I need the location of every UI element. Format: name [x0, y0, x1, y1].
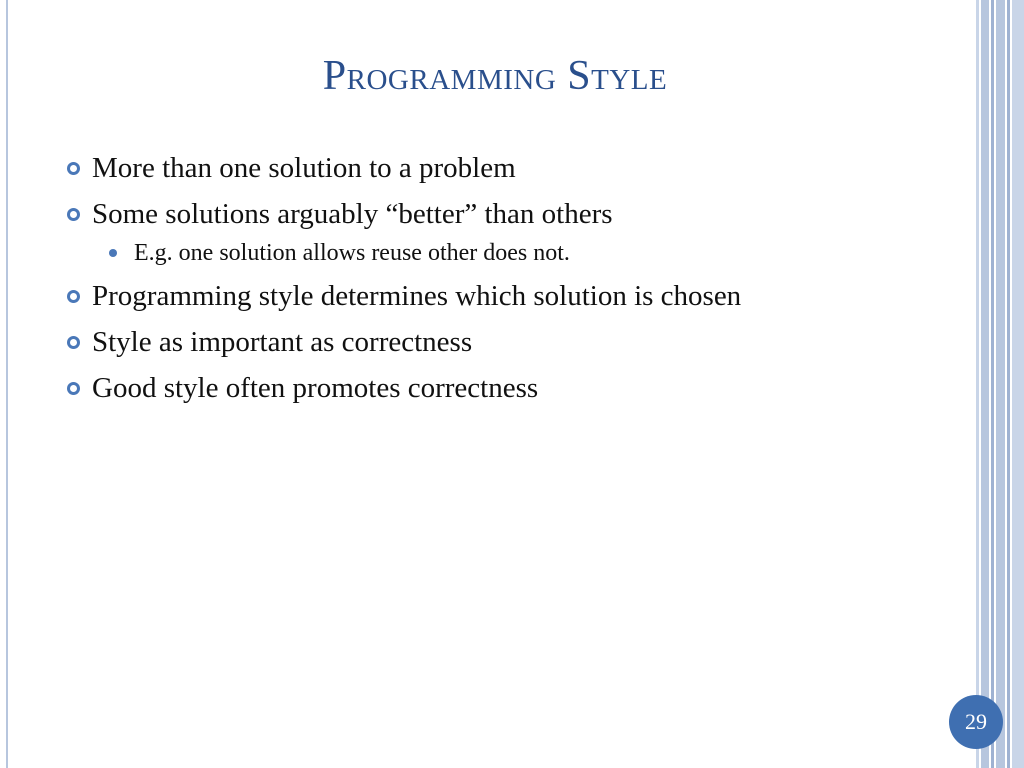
bullet-text: Some solutions arguably “better” than others [92, 198, 613, 230]
bullet-item [64, 324, 944, 360]
sub-bullet-item [64, 238, 944, 268]
bullet-list [64, 150, 944, 416]
right-stripe [991, 0, 994, 768]
bullet-item [64, 150, 944, 186]
bullet-text: More than one solution to a problem [92, 152, 516, 184]
ring-bullet-icon [67, 290, 80, 303]
right-stripe [981, 0, 989, 768]
right-stripe [976, 0, 979, 768]
bullet-text: Style as important as correctness [92, 326, 473, 358]
bullet-item [64, 278, 944, 314]
bullet-text: Good style often promotes correctness [92, 372, 539, 404]
ring-bullet-icon [67, 336, 80, 349]
right-stripe [996, 0, 1005, 768]
ring-bullet-icon [67, 162, 80, 175]
bullet-item [64, 370, 944, 406]
slide-title: Programming Style [322, 53, 668, 99]
right-stripe [1007, 0, 1010, 768]
page-number-badge: 29 [949, 695, 1003, 749]
ring-bullet-icon [67, 208, 80, 221]
left-border [6, 0, 8, 768]
ring-bullet-icon [67, 382, 80, 395]
bullet-text: Programming style determines which solution is chosen [92, 280, 742, 312]
sub-bullet-text: E.g. one solution allows reuse other does not. [134, 240, 570, 266]
right-stripe [1012, 0, 1024, 768]
dot-bullet-icon [109, 249, 117, 257]
bullet-item [64, 196, 944, 232]
